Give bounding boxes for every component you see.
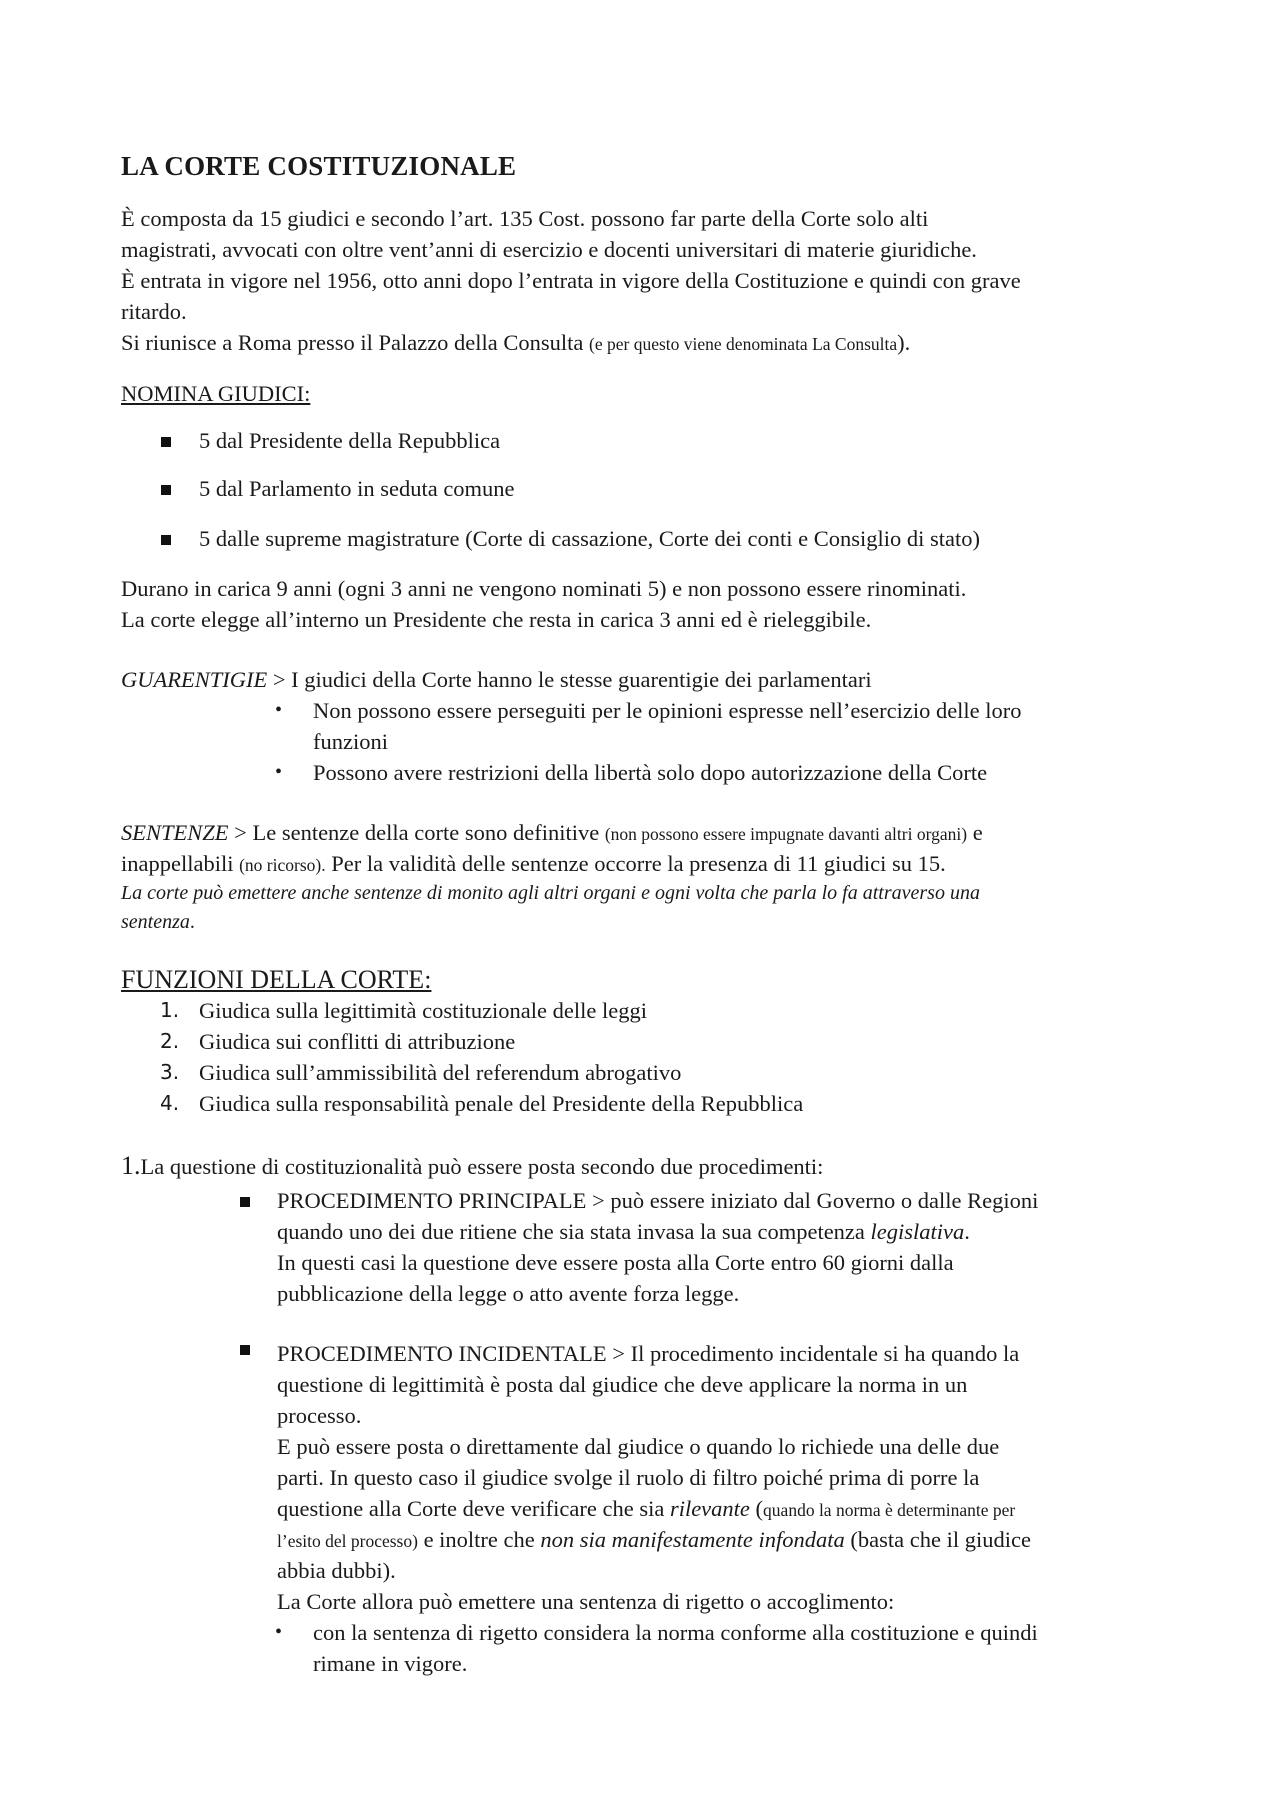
incidentale-line: E può essere posta o direttamente dal giudice o quando lo richiede una delle due: [277, 1434, 1000, 1459]
list-item: 5 dalle supreme magistrature (Corte di cassazione, Corte dei conti e Consiglio di stato): [199, 526, 981, 551]
list-number: 4.: [160, 1091, 180, 1115]
sentenze-italic-line: [121, 907, 195, 938]
incidentale-line: abbia dubbi).: [277, 1558, 396, 1583]
list-item-continuation: funzioni: [313, 729, 388, 754]
sentenze-label: SENTENZE: [121, 820, 229, 845]
incidentale-note: l’esito del processo): [277, 1531, 418, 1551]
intro-text-end: ).: [897, 330, 911, 355]
questione-number: 1.: [121, 1151, 141, 1180]
sentenze-italic-line: La corte può emettere anche sentenze di monito agli altri organi e ogni volta che parla lo fa attraverso una: [121, 882, 980, 904]
principale-line: pubblicazione della legge o atto avente forza legge.: [277, 1281, 740, 1306]
bullet-dot-icon: •: [275, 699, 283, 721]
list-item: con la sentenza di rigetto considera la norma conforme alla costituzione e quindi: [313, 1620, 1038, 1645]
square-bullet-icon: [161, 485, 171, 495]
guarentigie-label: GUARENTIGIE: [121, 667, 268, 692]
incidentale-line: parti. In questo caso il giudice svolge il ruolo di filtro poiché prima di porre la: [277, 1465, 980, 1490]
page-title: LA CORTE COSTITUZIONALE: [121, 151, 517, 181]
list-item: Giudica sulla legittimità costituzionale delle leggi: [199, 998, 648, 1023]
list-item: 5 dal Presidente della Repubblica: [199, 428, 501, 453]
list-item: Possono avere restrizioni della libertà solo dopo autorizzazione della Corte: [313, 760, 988, 785]
list-item: Giudica sulla responsabilità penale del Presidente della Repubblica: [199, 1091, 804, 1116]
list-item: Giudica sull’ammissibilità del referendum abrogativo: [199, 1060, 682, 1085]
sentenze-text: Per la validità delle sentenze occorre la presenza di 11 giudici su 15.: [325, 851, 946, 876]
incidentale-italic: non sia manifestamente infondata: [540, 1527, 845, 1552]
incidentale-text: (basta che il giudice: [844, 1527, 1031, 1552]
sentenze-note: (no ricorso).: [239, 855, 326, 875]
list-number: 1.: [160, 998, 180, 1022]
guarentigie-text: > I giudici della Corte hanno le stesse guarentigie dei parlamentari: [267, 667, 872, 692]
incidentale-line: PROCEDIMENTO INCIDENTALE > Il procedimento incidentale si ha quando la: [277, 1341, 1020, 1366]
list-item-continuation: rimane in vigore.: [313, 1651, 468, 1676]
sentenze-italic-text: sentenza: [121, 911, 190, 933]
incidentale-text: e inoltre che: [417, 1527, 541, 1552]
sentenze-text: > Le sentenze della corte sono definitive: [228, 820, 605, 845]
questione-line: [121, 1150, 823, 1182]
intro-note: (e per questo viene denominata La Consulta: [589, 334, 898, 354]
sentenze-note: (non possono essere impugnate davanti altri organi): [604, 824, 968, 844]
list-number: 2.: [160, 1029, 180, 1053]
list-item: Non possono essere perseguiti per le opinioni espresse nell’esercizio delle loro: [313, 698, 1022, 723]
durata-line: Durano in carica 9 anni (ogni 3 anni ne vengono nominati 5) e non possono essere rinominati.: [121, 576, 967, 601]
funzioni-heading: FUNZIONI DELLA CORTE:: [121, 965, 432, 994]
questione-text: La questione di costituzionalità può essere posta secondo due procedimenti:: [140, 1154, 824, 1179]
durata-line: La corte elegge all’interno un Presidente che resta in carica 3 anni ed è rieleggibile.: [121, 607, 872, 632]
sentenze-period: .: [189, 911, 195, 933]
principale-line: In questi casi la questione deve essere posta alla Corte entro 60 giorni dalla: [277, 1250, 954, 1275]
guarentigie-line: [121, 664, 872, 695]
principale-line: [277, 1216, 970, 1247]
square-bullet-icon: [161, 437, 171, 447]
intro-line: [121, 327, 910, 360]
bullet-dot-icon: •: [275, 1621, 283, 1643]
nomina-heading: NOMINA GIUDICI:: [121, 381, 311, 406]
sentenze-line: [121, 848, 946, 881]
incidentale-line: La Corte allora può emettere una sentenza di rigetto o accoglimento:: [277, 1589, 895, 1614]
intro-text: Si riunisce a Roma presso il Palazzo della Consulta: [121, 330, 590, 355]
sentenze-text: inappellabili: [121, 851, 240, 876]
intro-line: magistrati, avvocati con oltre vent’anni di esercizio e docenti universitari di materie giuridiche.: [121, 237, 977, 262]
incidentale-line: questione di legittimità è posta dal giudice che deve applicare la norma in un: [277, 1372, 968, 1397]
square-bullet-icon: [240, 1197, 250, 1207]
incidentale-line: [277, 1493, 1015, 1526]
intro-line: È composta da 15 giudici e secondo l’art. 135 Cost. possono far parte della Corte solo alti: [121, 206, 929, 231]
intro-line: È entrata in vigore nel 1956, otto anni dopo l’entrata in vigore della Costituzione e quindi con grave: [121, 268, 1021, 293]
bullet-dot-icon: •: [275, 761, 283, 783]
square-bullet-icon: [161, 535, 171, 545]
incidentale-note: quando la norma è determinante per: [763, 1500, 1016, 1520]
intro-line: ritardo.: [121, 299, 187, 324]
square-bullet-icon: [240, 1345, 250, 1355]
sentenze-line: [121, 817, 983, 850]
principale-period: .: [964, 1219, 970, 1244]
principale-line: PROCEDIMENTO PRINCIPALE > può essere iniziato dal Governo o dalle Regioni: [277, 1188, 1039, 1213]
list-item: Giudica sui conflitti di attribuzione: [199, 1029, 516, 1054]
principale-text: quando uno dei due ritiene che sia stata invasa la sua competenza: [277, 1219, 871, 1244]
incidentale-italic: rilevante: [669, 1496, 750, 1521]
incidentale-line: processo.: [277, 1403, 362, 1428]
principale-italic: legislativa: [870, 1219, 965, 1244]
list-item: 5 dal Parlamento in seduta comune: [199, 476, 515, 501]
list-number: 3.: [160, 1060, 180, 1084]
incidentale-line: [277, 1524, 1031, 1557]
incidentale-text: (: [749, 1496, 764, 1521]
sentenze-text: e: [967, 820, 983, 845]
incidentale-text: questione alla Corte deve verificare che sia: [277, 1496, 670, 1521]
